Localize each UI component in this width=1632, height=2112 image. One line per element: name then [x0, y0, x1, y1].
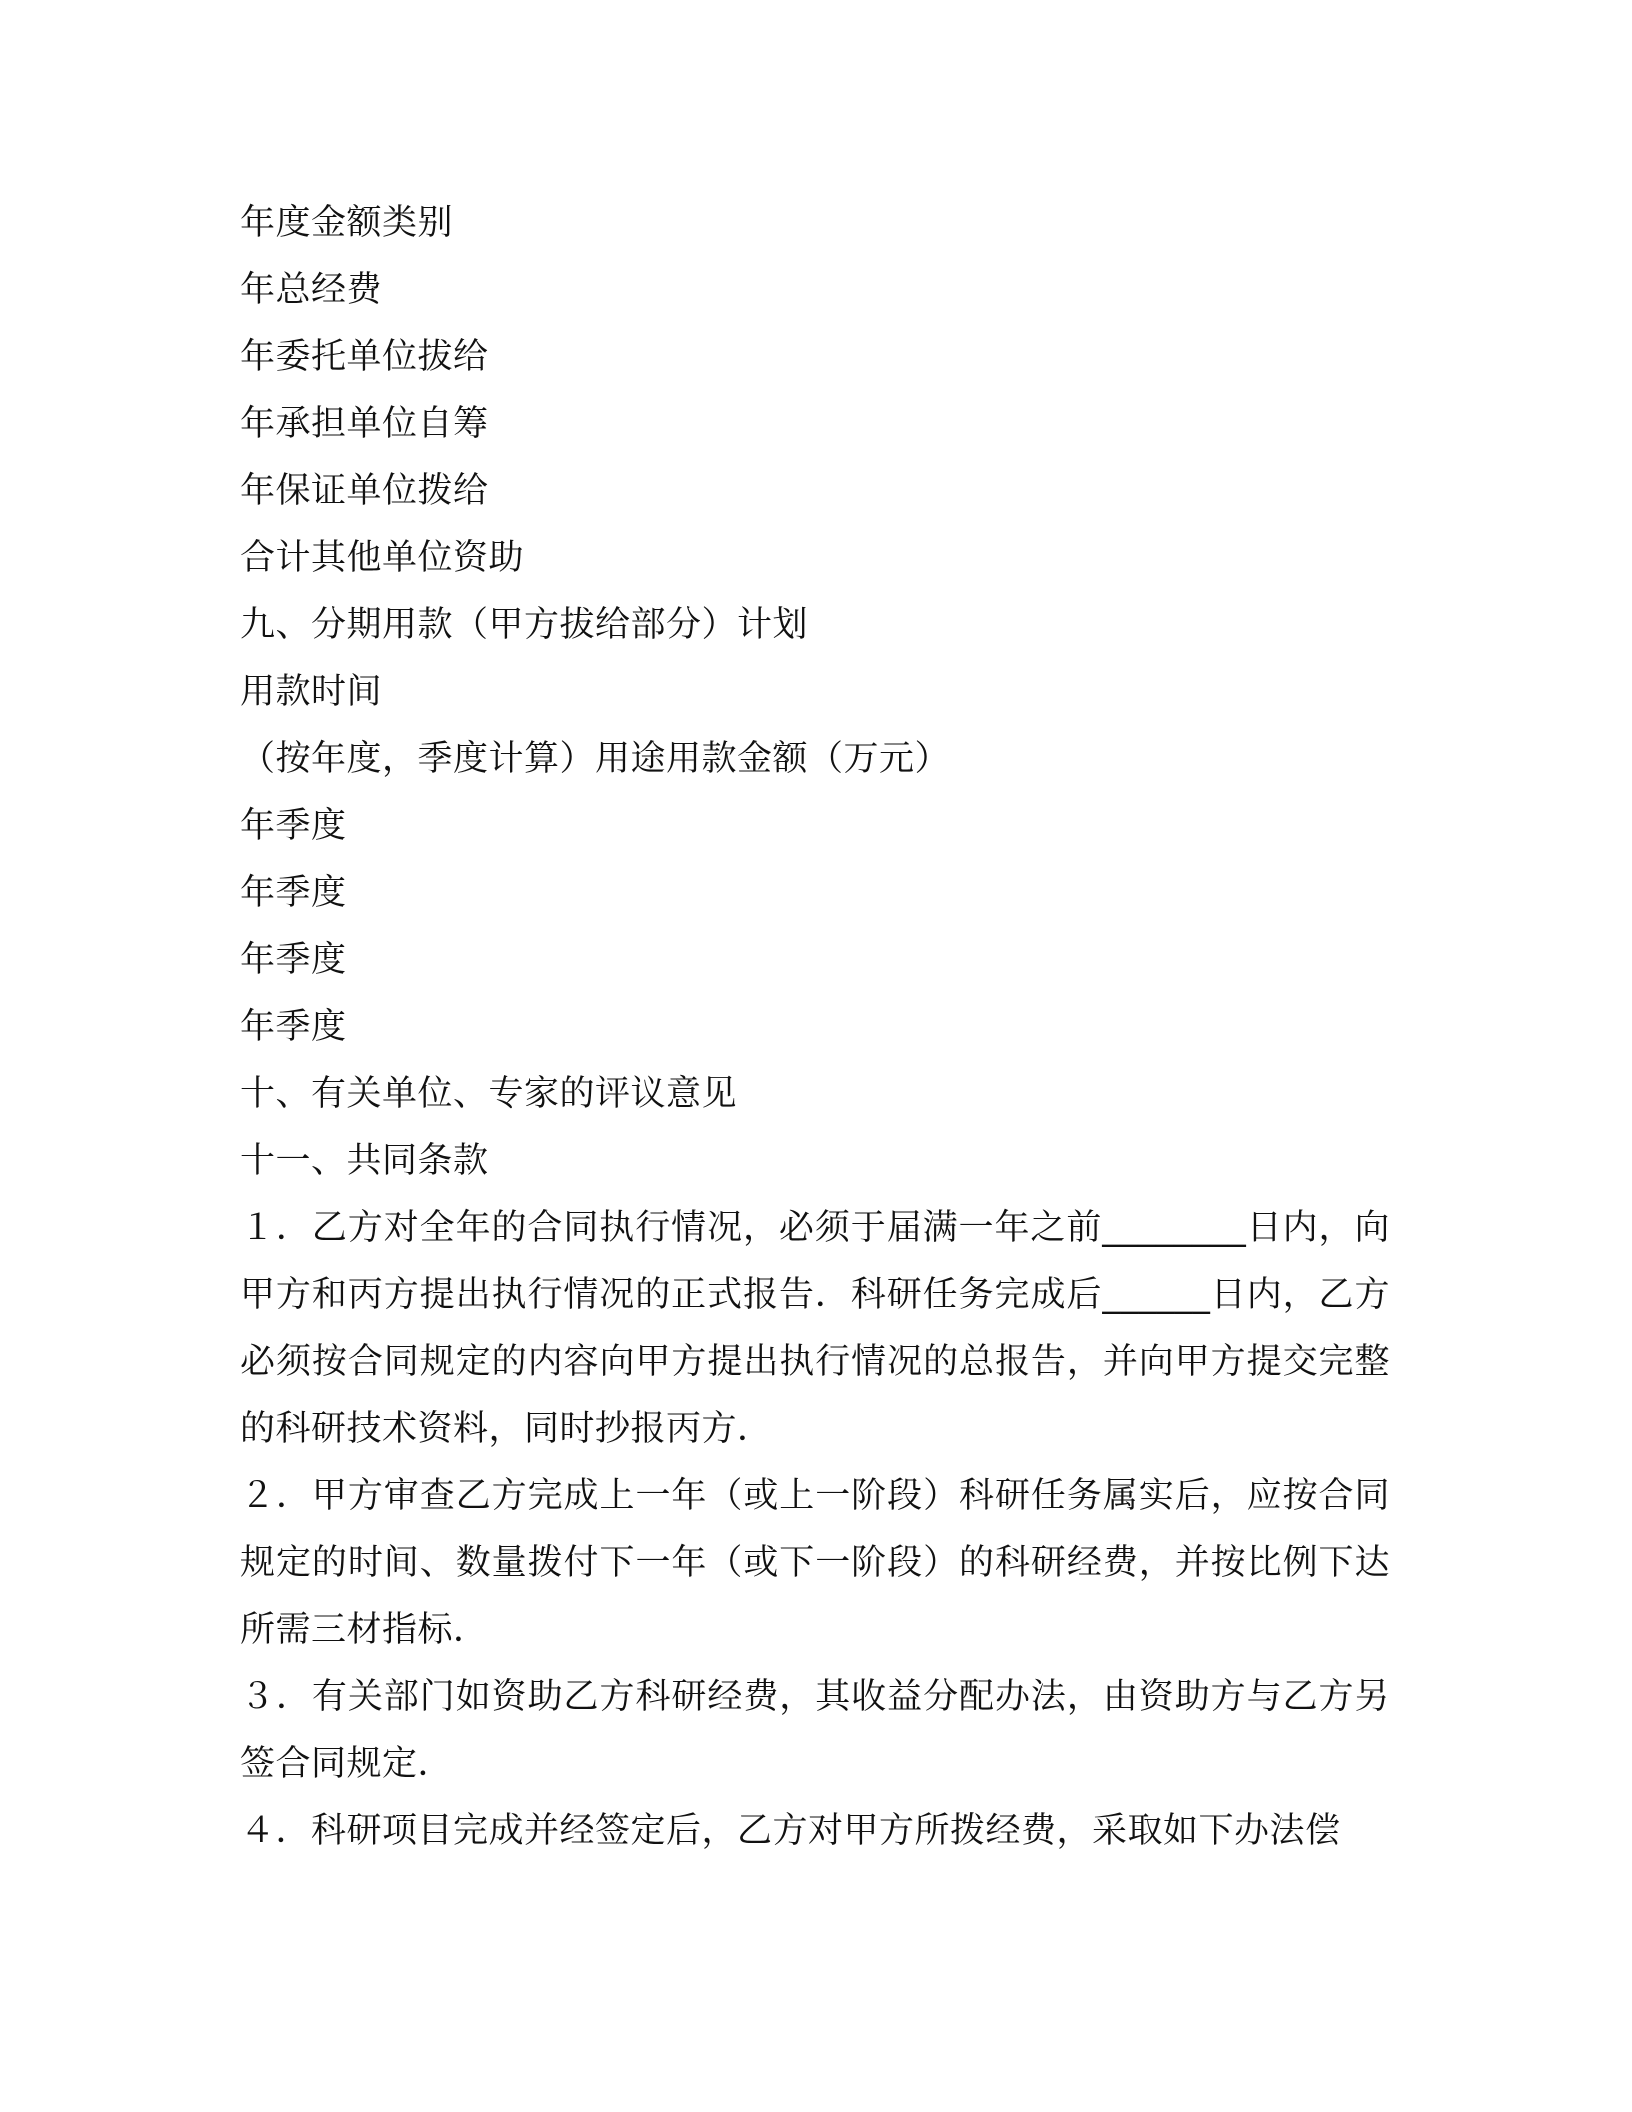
section-heading-9: 九、分期用款（甲方拔给部分）计划 — [240, 605, 809, 645]
text-line-year-quarter: 年季度 — [240, 806, 347, 846]
clause-1: １．乙方对全年的合同执行情况，必须于届满一年之前________日内，向甲方和丙方提出执行情况的正式报告．科研任务完成后______日内，乙方必须按合同规定的内容向甲方提出执行情况的总报告，并向甲方提交完整的科研技术资料，同时抄报丙方． — [240, 1208, 1390, 1449]
text-line-year-quarter: 年季度 — [240, 940, 347, 980]
section-heading-10: 十、有关单位、专家的评议意见 — [240, 1074, 738, 1114]
text-line-annual-entrusting-unit-allocation: 年委托单位拔给 — [240, 337, 489, 377]
text-line-year-quarter: 年季度 — [240, 1007, 347, 1047]
text-line-annual-amount-category: 年度金额类别 — [240, 203, 454, 243]
clause-3: ３．有关部门如资助乙方科研经费，其收益分配办法，由资助方与乙方另签合同规定． — [240, 1677, 1390, 1784]
text-line-annual-total-funding: 年总经费 — [240, 270, 383, 310]
text-line-payment-columns: （按年度，季度计算）用途用款金额（万元） — [240, 739, 951, 779]
text-line-total-other-unit-funding: 合计其他单位资助 — [240, 538, 525, 578]
text-line-annual-undertaking-unit-self-raised: 年承担单位自筹 — [240, 404, 489, 444]
document-body — [240, 190, 1390, 1865]
text-line-annual-guarantee-unit-allocation: 年保证单位拨给 — [240, 471, 489, 511]
clause-2: ２．甲方审查乙方完成上一年（或上一阶段）科研任务属实后，应按合同规定的时间、数量拨付下一年（或下一阶段）的科研经费，并按比例下达所需三材指标． — [240, 1476, 1390, 1650]
clause-4: ４．科研项目完成并经签定后，乙方对甲方所拨经费，采取如下办法偿 — [240, 1811, 1341, 1851]
section-heading-11: 十一、共同条款 — [240, 1141, 489, 1181]
text-line-year-quarter: 年季度 — [240, 873, 347, 913]
text-line-payment-time: 用款时间 — [240, 672, 383, 712]
